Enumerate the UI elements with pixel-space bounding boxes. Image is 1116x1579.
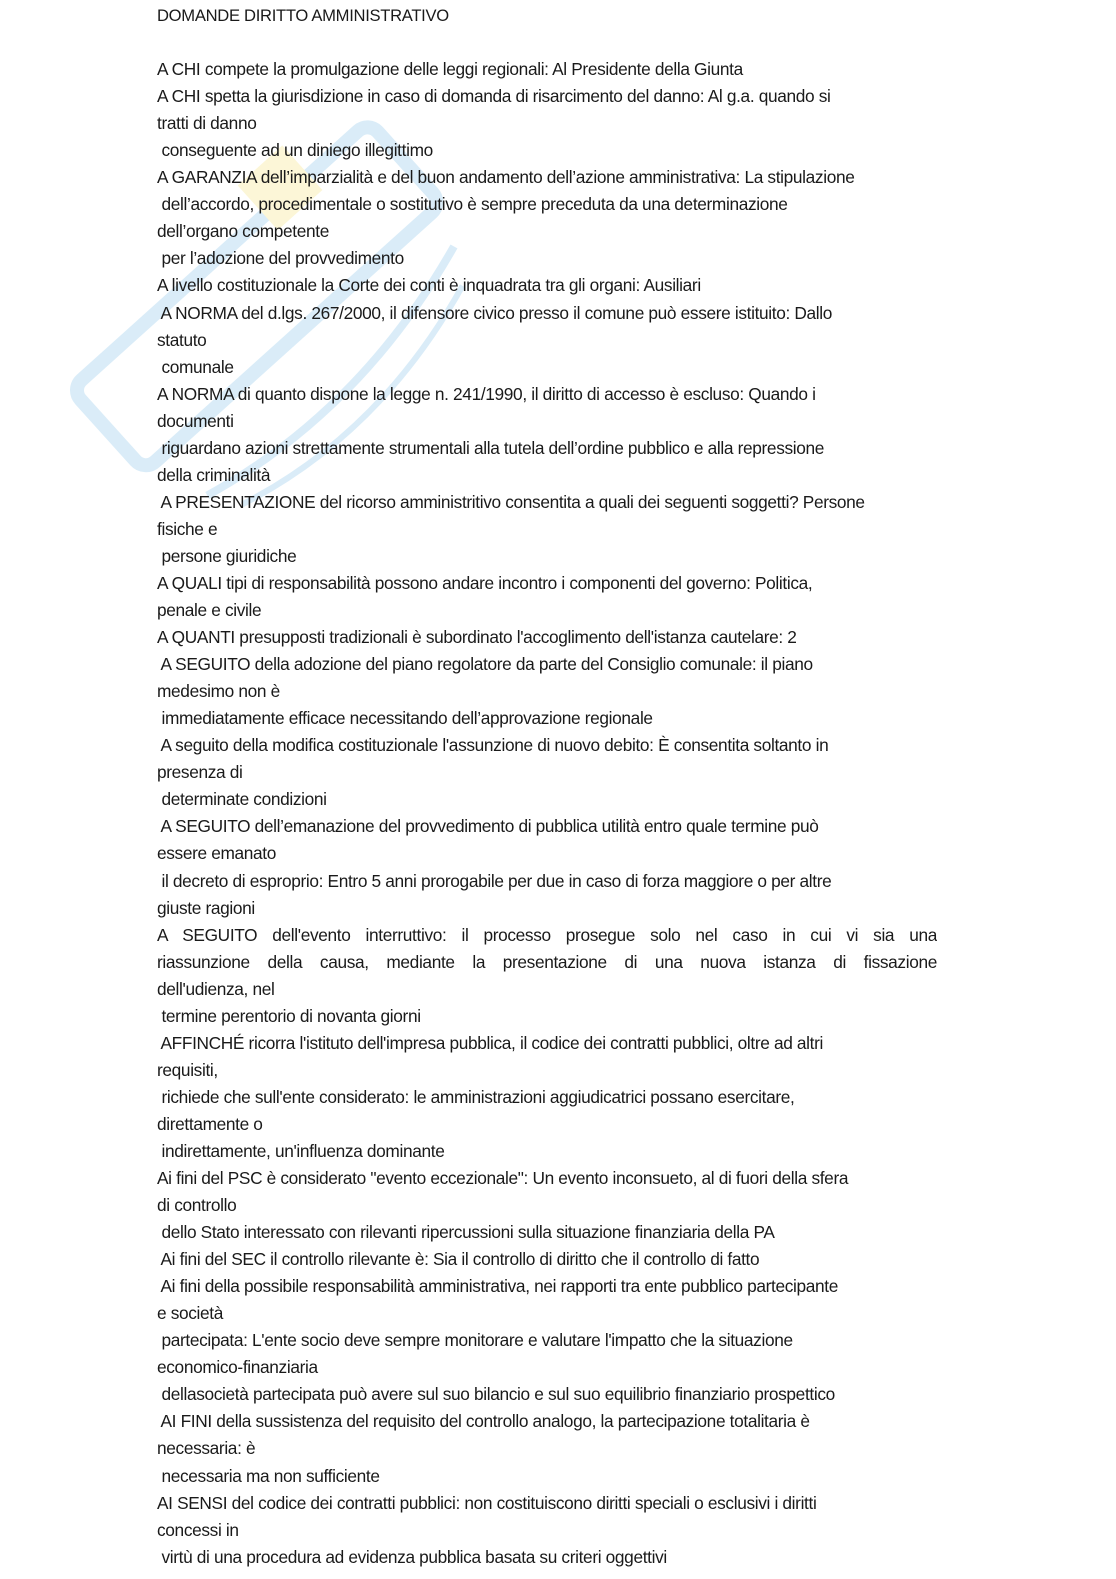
text-line: A GARANZIA dell’imparzialità e del buon andamento dell’azione amministrativa: La stipulazione [157, 167, 855, 188]
text-line: fisiche e [157, 518, 218, 539]
text-line: Ai fini del SEC il controllo rilevante è: Sia il controllo di diritto che il controllo di fatto [157, 1249, 760, 1270]
text-line: tratti di danno [157, 113, 257, 134]
document-body [157, 2, 957, 1571]
text-line: il decreto di esproprio: Entro 5 anni prorogabile per due in caso di forza maggiore o per altre [157, 870, 832, 891]
text-line: direttamente o [157, 1113, 263, 1134]
text-line: statuto [157, 329, 207, 350]
text-line: riguardano azioni strettamente strumentali alla tutela dell’ordine pubblico e alla repressione [157, 437, 825, 458]
text-line: A PRESENTAZIONE del ricorso amministritivo consentita a quali dei seguenti soggetti? Persone [157, 491, 865, 512]
document-title: DOMANDE DIRITTO AMMINISTRATIVO [157, 6, 449, 25]
text-line: presenza di [157, 762, 243, 783]
text-line: concessi in [157, 1519, 239, 1540]
text-line: termine perentorio di novanta giorni [157, 1005, 421, 1026]
text-line: A CHI spetta la giurisdizione in caso di domanda di risarcimento del danno: Al g.a. quando si [157, 86, 831, 107]
text-line: AFFINCHÉ ricorra l'istituto dell'impresa pubblica, il codice dei contratti pubblici, oltre ad altri [157, 1032, 824, 1053]
text-line: per l’adozione del provvedimento [157, 248, 404, 269]
text-line: comunale [157, 356, 234, 377]
text-line: di controllo [157, 1195, 237, 1216]
text-line: partecipata: L'ente socio deve sempre monitorare e valutare l'impatto che la situazione [157, 1330, 793, 1351]
text-line: immediatamente efficace necessitando dell’approvazione regionale [157, 708, 653, 729]
text-line: economico-finanziaria [157, 1357, 318, 1378]
text-line: A seguito della modifica costituzionale l'assunzione di nuovo debito: È consentita soltanto in [157, 735, 829, 756]
text-line: richiede che sull'ente considerato: le amministrazioni aggiudicatrici possano esercitare, [157, 1086, 795, 1107]
text-line: necessaria: è [157, 1438, 256, 1459]
text-line: virtù di una procedura ad evidenza pubblica basata su criteri oggettivi [157, 1546, 667, 1567]
text-line: documenti [157, 410, 234, 431]
blank-line [157, 29, 957, 56]
text-line: A QUALI tipi di responsabilità possono andare incontro i componenti del governo: Politica, [157, 572, 813, 593]
text-line: AI SENSI del codice dei contratti pubblici: non costituiscono diritti speciali o esclusivi i diritti [157, 1492, 817, 1513]
text-line: penale e civile [157, 600, 262, 621]
text-line: A CHI compete la promulgazione delle leggi regionali: Al Presidente della Giunta [157, 59, 743, 80]
text-line: necessaria ma non sufficiente [157, 1465, 380, 1486]
text-line: dell’organo competente [157, 221, 329, 242]
text-line: A SEGUITO dell’emanazione del provvedimento di pubblica utilità entro quale termine può [157, 816, 819, 837]
text-line: dell'udienza, nel [157, 978, 275, 999]
text-line: A SEGUITO dell'evento interruttivo: il processo prosegue solo nel caso in cui vi sia una [157, 924, 937, 945]
text-line: dello Stato interessato con rilevanti ripercussioni sulla situazione finanziaria della PA [157, 1222, 775, 1243]
text-line: Ai fini del PSC è considerato "evento eccezionale": Un evento inconsueto, al di fuori della sfera [157, 1168, 849, 1189]
text-line: persone giuridiche [157, 545, 297, 566]
text-line: A SEGUITO della adozione del piano regolatore da parte del Consiglio comunale: il piano [157, 654, 813, 675]
text-line: della criminalità [157, 464, 271, 485]
text-line: dellasocietà partecipata può avere sul suo bilancio e sul suo equilibrio finanziario prospettico [157, 1384, 835, 1405]
text-line: Ai fini della possibile responsabilità amministrativa, nei rapporti tra ente pubblico partecipante [157, 1276, 838, 1297]
text-line: A NORMA di quanto dispone la legge n. 241/1990, il diritto di accesso è escluso: Quando i [157, 383, 816, 404]
text-line: AI FINI della sussistenza del requisito del controllo analogo, la partecipazione totalitaria è [157, 1411, 810, 1432]
text-line: e società [157, 1303, 224, 1324]
text-line: determinate condizioni [157, 789, 327, 810]
text-line: dell’accordo, procedimentale o sostitutivo è sempre preceduta da una determinazione [157, 194, 788, 215]
text-line: giuste ragioni [157, 897, 255, 918]
text-line: indirettamente, un'influenza dominante [157, 1140, 445, 1161]
text-line: requisiti, [157, 1059, 218, 1080]
text-line: medesimo non è [157, 681, 280, 702]
text-line: riassunzione della causa, mediante la presentazione di una nuova istanza di fissazione [157, 951, 937, 972]
text-line: essere emanato [157, 843, 277, 864]
text-line: A livello costituzionale la Corte dei conti è inquadrata tra gli organi: Ausiliari [157, 275, 701, 296]
text-line: A NORMA del d.lgs. 267/2000, il difensore civico presso il comune può essere istituito: Dallo [157, 302, 833, 323]
text-line: A QUANTI presupposti tradizionali è subordinato l'accoglimento dell'istanza cautelare: 2 [157, 627, 797, 648]
text-line: conseguente ad un diniego illegittimo [157, 140, 433, 161]
